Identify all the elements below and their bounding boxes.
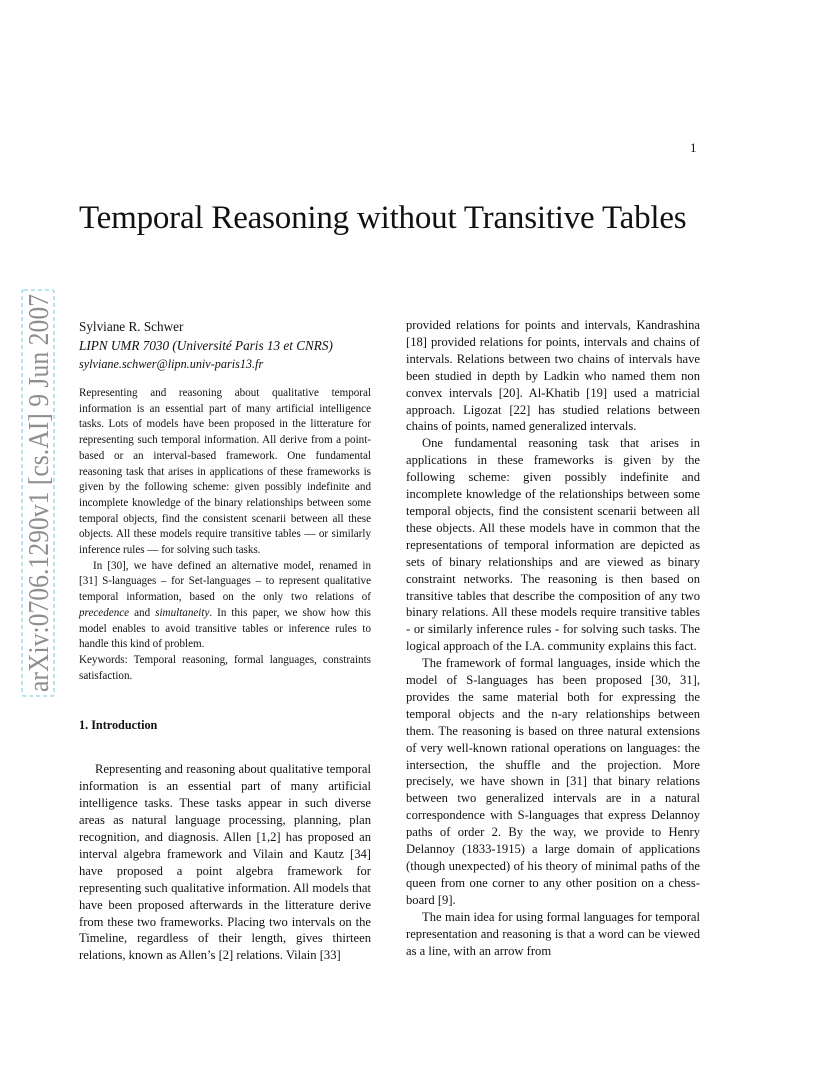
abstract <box>79 386 371 684</box>
intro-paragraph-1: Representing and reasoning about qualitative temporal information is an essential part of many artificial intelligence tasks. These tasks appear in such diverse areas as natural language processing, planning, plan recognition, and diagnosis. Allen [1,2] has proposed an interval algebra framework and Vilain and Kautz [34] have proposed a point algebra framework for representing such qualitative information. All models that have been proposed afterwards in the litterature derive from these two frameworks. Placing two intervals on the Timeline, regardless of their length, gives thirteen relations, known as Allen’s [2] relations. Vilain [33] <box>79 762 371 963</box>
left-body <box>79 761 371 964</box>
author-affiliation: LIPN UMR 7030 (Université Paris 13 et CNRS) <box>79 338 333 353</box>
arxiv-watermark-graphic <box>18 258 58 698</box>
author-name: Sylviane R. Schwer <box>79 319 184 334</box>
abstract-paragraph-2 <box>79 559 371 653</box>
abstract-p2-part-a: In [30], we have defined an alternative model, renamed in [31] S-languages – for Set-languages – to represent qualitative temporal information, based on the only two relations of <box>79 559 371 604</box>
term-simultaneity: simultaneity <box>155 606 210 619</box>
arxiv-watermark <box>18 258 58 698</box>
watermark-text: arXiv:0706.1290v1 [cs.AI] 9 Jun 2007 <box>24 258 55 692</box>
keywords: Keywords: Temporal reasoning, formal languages, constraints satisfaction. <box>79 653 371 682</box>
right-paragraph-1: provided relations for points and intervals, Kandrashina [18] provided relations for points, intervals and chains of intervals. Relations between two chains of intervals have been studied in depth by Ladkin who named them non convex intervals [20]. Al-Khatib [19] used a matricial approach. Ligozat [22] has studied relations between chains of points, named generalized intervals. <box>406 318 700 434</box>
right-paragraph-2: One fundamental reasoning task that arises in applications in these frameworks is given by the following scheme: given possibly indefinite and incomplete knowledge of the relationships between some temporal objects, find the consistent scenarii between all these objects. All these models have in common that the representations of temporal information are depicted as sets of binary relationships and are viewed as binary constraint networks. The reasoning is then based on transitive tables that describe the composition of any two binary relations. All these models require transitive tables - or similarly inference rules - for solving such tasks. The logical approach of the I.A. community explains this fact. <box>406 436 700 654</box>
abstract-p2-part-b: and <box>129 606 156 619</box>
left-column <box>79 317 371 964</box>
abstract-paragraph-1: Representing and reasoning about qualitative temporal information is an essential part of many artificial intelligence tasks. Lots of models have been proposed in the litterature for representing such temporal information. All derive from a point-based or an interval-based framework. One fundamental reasoning task that arises in applications of these frameworks is given by the following scheme: given possibly indefinite and incomplete knowledge of the binary relationships between some temporal objects, find the consistent scenarii between all these objects. All these models require transitive tables — or similarly inference rules — for solving such tasks. <box>79 387 371 557</box>
right-paragraph-4: The main idea for using formal languages for temporal representation and reasoning is that a word can be viewed as a line, with an arrow from <box>406 909 700 958</box>
page-number: 1 <box>690 140 697 155</box>
section-heading-introduction: 1. Introduction <box>79 718 158 733</box>
right-paragraph-3: The framework of formal languages, inside which the model of S-languages has been proposed [30, 31], provides the same material both for expressing the temporal objects and the n-ary relationships between them. The reasoning is based on three natural extensions of very well-known rational operations on languages: the intersection, the shuffle and the projection. More precisely, we have shown in [31] that binary relations between two generalized intervals are in a natural correspondence with S-languages that express Delannoy paths of order 2. By the way, we provide to Henry Delannoy (1833-1915) a large domain of applications (though unexpected) of his theory of minimal paths of the queen from one corner to any other position on a chess-board [9]. <box>406 656 700 907</box>
paper-title: Temporal Reasoning without Transitive Tables <box>79 200 687 236</box>
term-precedence: precedence <box>79 606 130 619</box>
right-column <box>406 317 700 959</box>
author-email: sylviane.schwer@lipn.univ-paris13.fr <box>79 357 264 371</box>
abstract-p2-part-c: . In this paper, we show how this model enables to avoid transitive tables or inference rules to handle this kind of problem. <box>79 606 371 651</box>
